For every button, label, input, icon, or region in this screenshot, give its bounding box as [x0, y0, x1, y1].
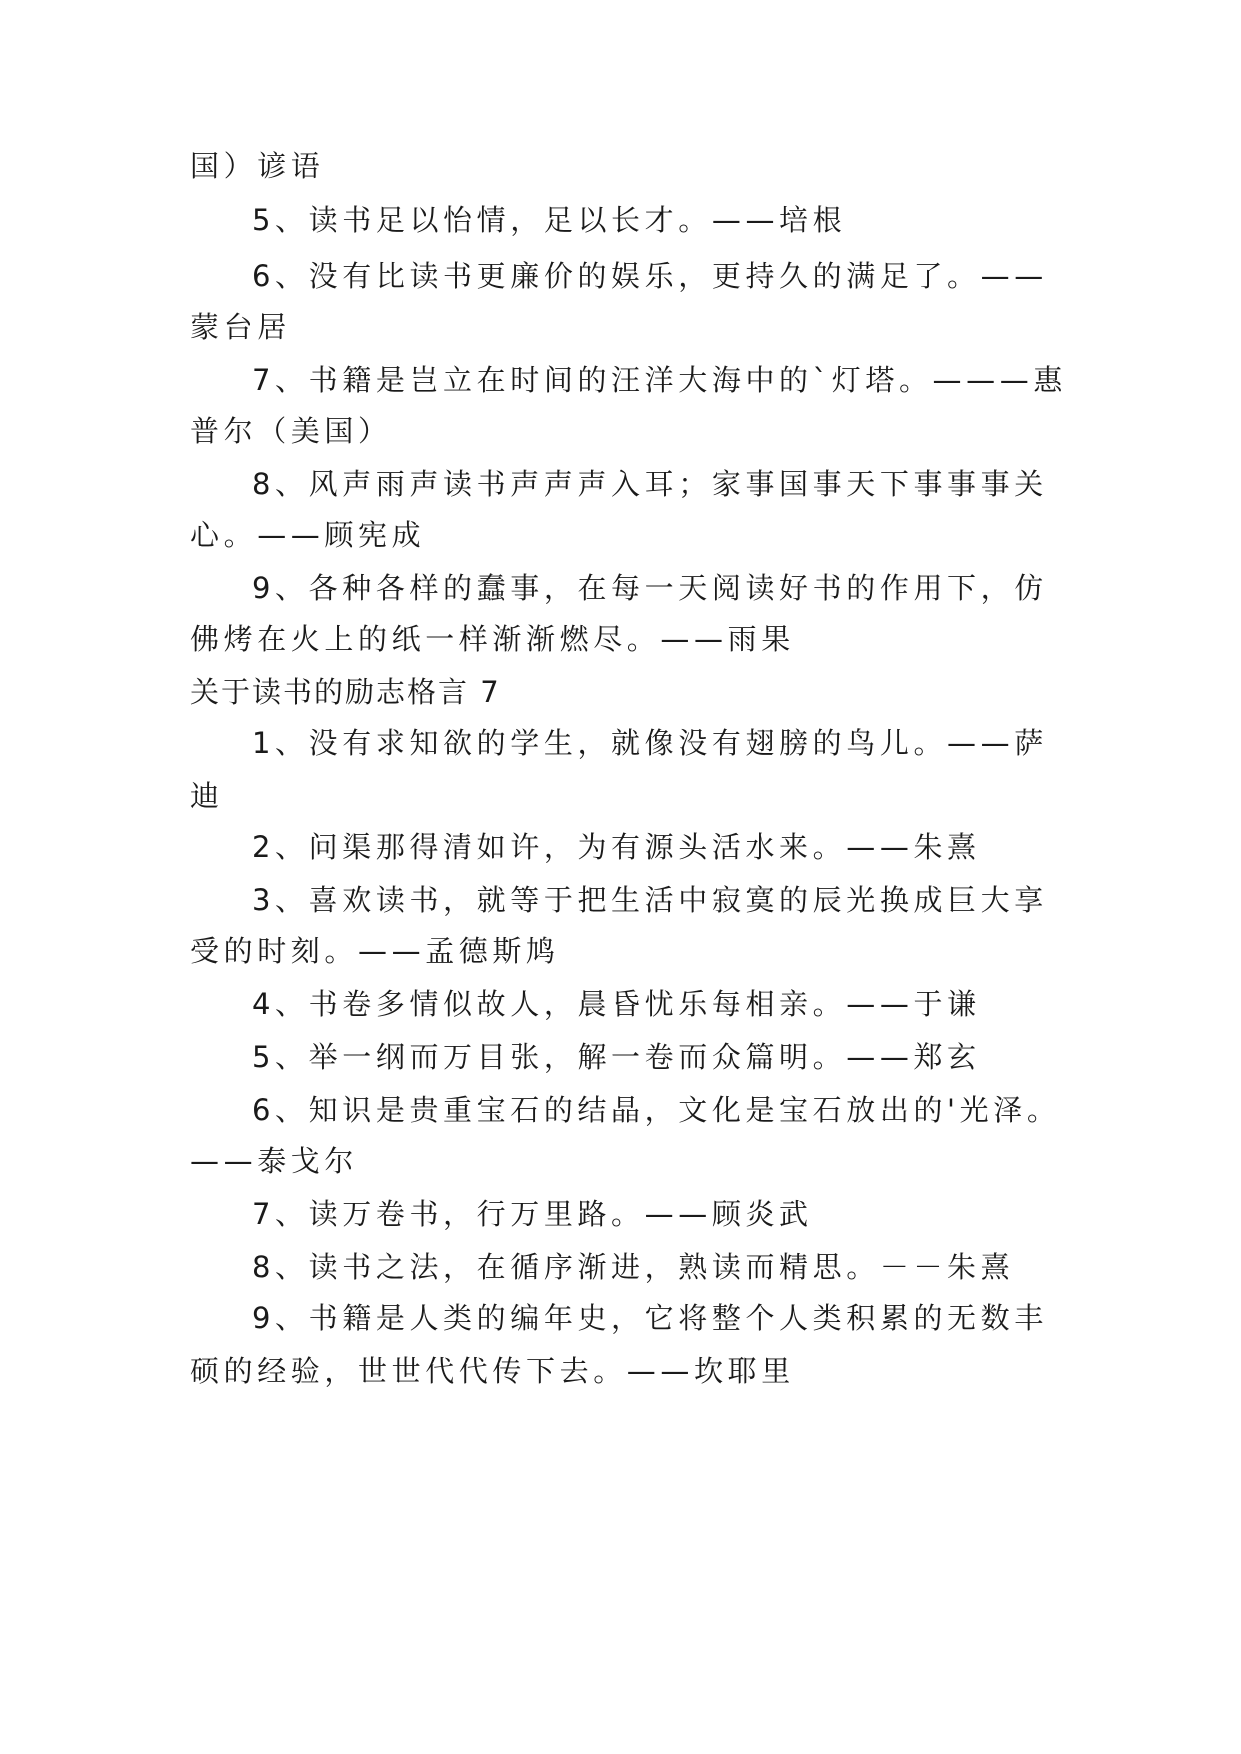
text-line: 9、书籍是人类的编年史，它将整个人类积累的无数丰 [252, 1301, 1048, 1335]
text-line: 6、知识是贵重宝石的结晶，文化是宝石放出的'光泽。 [252, 1093, 1061, 1127]
text-line: 6、没有比读书更廉价的娱乐，更持久的满足了。—— [252, 259, 1048, 293]
text-line: 心。——顾宪成 [190, 518, 426, 552]
text-line: 硕的经验，世世代代传下去。——坎耶里 [190, 1354, 795, 1388]
text-line: 受的时刻。——孟德斯鸠 [190, 934, 560, 968]
text-line: 2、问渠那得清如许，为有源头活水来。——朱熹 [252, 830, 981, 864]
text-line: 佛烤在火上的纸一样渐渐燃尽。——雨果 [190, 622, 795, 656]
text-line: 7、书籍是岂立在时间的汪洋大海中的`灯塔。———惠 [252, 363, 1067, 397]
text-line: 4、书卷多情似故人，晨昏忧乐每相亲。——于谦 [252, 987, 981, 1021]
text-line: 9、各种各样的蠢事，在每一天阅读好书的作用下，仿 [252, 571, 1048, 605]
text-line: ——泰戈尔 [190, 1144, 359, 1178]
text-line: 7、读万卷书，行万里路。——顾炎武 [252, 1197, 813, 1231]
section-heading: 关于读书的励志格言 7 [190, 675, 501, 709]
text-line: 迪 [190, 779, 224, 813]
text-line: 5、读书足以怡情，足以长才。——培根 [252, 203, 847, 237]
text-line: 8、读书之法，在循序渐进，熟读而精思。－－朱熹 [252, 1250, 1015, 1284]
text-line: 5、举一纲而万目张，解一卷而众篇明。——郑玄 [252, 1040, 981, 1074]
text-line: 蒙台居 [190, 310, 291, 344]
text-line: 8、风声雨声读书声声声入耳；家事国事天下事事事关 [252, 467, 1048, 501]
text-line: 3、喜欢读书，就等于把生活中寂寞的辰光换成巨大享 [252, 883, 1048, 917]
text-line: 1、没有求知欲的学生，就像没有翅膀的鸟儿。——萨 [252, 726, 1048, 760]
text-line: 普尔（美国） [190, 414, 392, 448]
text-line: 国）谚语 [190, 149, 325, 183]
